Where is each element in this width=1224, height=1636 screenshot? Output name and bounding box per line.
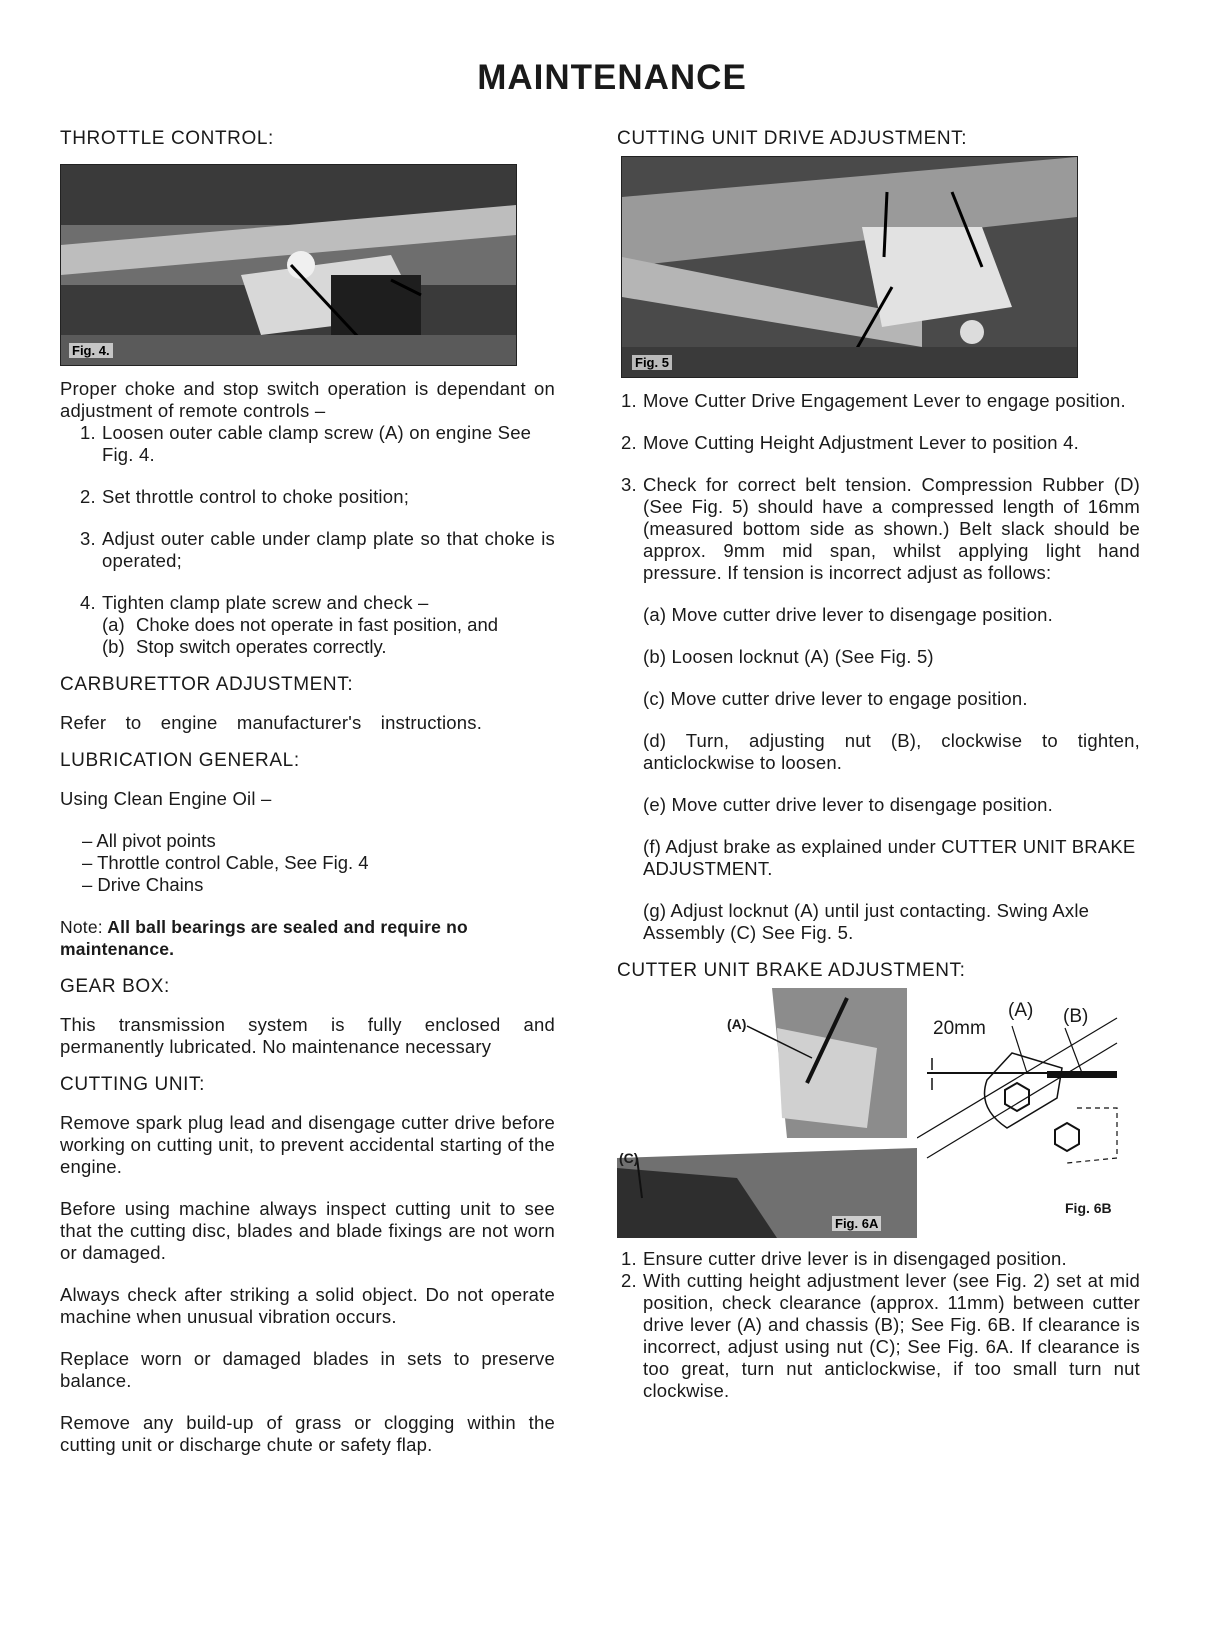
fig-4-label: Fig. 4. (69, 343, 113, 358)
cutting-para-5: Remove any build-up of grass or clogging within the cutting unit or discharge chute or safety flap. (60, 1412, 555, 1455)
brake-steps (617, 1248, 1140, 1402)
fig-6a-label: Fig. 6A (832, 1216, 881, 1231)
throttle-intro: Proper choke and stop switch operation is dependant on adjustment of remote controls – (60, 378, 555, 421)
throttle-step-2: 2. Set throttle control to choke position; (80, 486, 410, 507)
brake-step-2: 2. With cutting height adjustment lever (see Fig. 2) set at mid position, check clearance (approx. 11mm) between cutter drive lever (A) and chassis (B); See Fig. 6B. If clearance is incorrect, adjust using nut (C); See Fig. 6A. If clearance is too great, turn nut anticlockwise, if too small turn nut clockwise. (621, 1270, 1140, 1401)
drive-sub-e: (e) Move cutter drive lever to disengage position. (643, 794, 1054, 815)
fig-5-image (622, 157, 1077, 377)
fig-6a-label-c: (C) (619, 1150, 639, 1166)
right-column (617, 128, 1140, 1402)
fig-5-label: Fig. 5 (632, 355, 672, 370)
drive-sub-g: (g) Adjust locknut (A) until just contacting. Swing Axle Assembly (C) See Fig. 5. (643, 900, 1090, 943)
throttle-heading: THROTTLE CONTROL: (60, 128, 274, 149)
brake-step-1: 1. Ensure cutter drive lever is in disengaged position. (621, 1248, 1067, 1269)
carb-text: Refer to engine manufacturer's instructions. (60, 712, 483, 733)
throttle-sub-b: (b) Stop switch operates correctly. (102, 636, 387, 657)
brake-heading: CUTTER UNIT BRAKE ADJUSTMENT: (617, 960, 966, 981)
throttle-step-1: 1. Loosen outer cable clamp screw (A) on engine See Fig. 4. (80, 422, 532, 465)
fig-5-photo (621, 156, 1078, 378)
throttle-step-4: 4. Tighten clamp plate screw and check – (80, 592, 429, 613)
fig-6b-label-a: (A) (1008, 1000, 1034, 1021)
page-title: MAINTENANCE (477, 58, 747, 97)
cutting-para-1: Remove spark plug lead and disengage cutter drive before working on cutting unit, to prevent accidental starting of the engine. (60, 1112, 555, 1177)
drive-steps (617, 390, 1140, 584)
fig-6b-label-b: (B) (1063, 1006, 1089, 1027)
lube-item-1: – All pivot points (82, 830, 216, 851)
drive-step-3: 3. Check for correct belt tension. Compression Rubber (D) (See Fig. 5) should have a compressed length of 16mm (measured bottom side as shown.) Belt slack should be approx. 9mm mid span, whilst applying light hand pressure. If tension is incorrect adjust as follows: (621, 474, 1140, 583)
lube-heading: LUBRICATION GENERAL: (60, 750, 300, 771)
throttle-steps (60, 422, 555, 614)
lube-item-2: – Throttle control Cable, See Fig. 4 (82, 852, 369, 873)
drive-sub-b: (b) Loosen locknut (A) (See Fig. 5) (643, 646, 934, 667)
drive-sub-a: (a) Move cutter drive lever to disengage position. (643, 604, 1054, 625)
gearbox-heading: GEAR BOX: (60, 976, 170, 997)
fig-6a-label-a: (A) (727, 1016, 747, 1032)
fig-6b-label-20mm: 20mm (933, 1018, 986, 1039)
drive-step-1: 1. Move Cutter Drive Engagement Lever to engage position. (621, 390, 1126, 411)
fig-4-image (61, 165, 516, 365)
drive-heading: CUTTING UNIT DRIVE ADJUSTMENT: (617, 128, 968, 149)
gearbox-text: This transmission system is fully enclosed and permanently lubricated. No maintenance necessary (60, 1014, 555, 1057)
drive-step-2: 2. Move Cutting Height Adjustment Lever to position 4. (621, 432, 1079, 453)
cutting-para-3: Always check after striking a solid object. Do not operate machine when unusual vibration occurs. (60, 1284, 555, 1327)
cutting-para-4: Replace worn or damaged blades in sets to preserve balance. (60, 1348, 555, 1391)
fig-4-photo (60, 164, 517, 366)
carb-heading: CARBURETTOR ADJUSTMENT: (60, 674, 354, 695)
fig-6b-label: Fig. 6B (1065, 1200, 1112, 1216)
drive-sub-c: (c) Move cutter drive lever to engage position. (643, 688, 1028, 709)
cutting-para-2: Before using machine always inspect cutting unit to see that the cutting disc, blades and blade fixings are not worn or damaged. (60, 1198, 555, 1263)
throttle-step-3: 3. Adjust outer cable under clamp plate so that choke is operated; (80, 528, 555, 571)
drive-sub-d: (d) Turn, adjusting nut (B), clockwise to tighten, anticlockwise to loosen. (643, 730, 1140, 773)
brake-figures (617, 988, 1132, 1238)
fig-6a-image (617, 988, 917, 1238)
lube-note: Note: All ball bearings are sealed and require no maintenance. (60, 917, 468, 959)
cutting-heading: CUTTING UNIT: (60, 1074, 206, 1095)
left-column (60, 128, 555, 1456)
lube-intro: Using Clean Engine Oil – (60, 788, 272, 809)
drive-sub-f: (f) Adjust brake as explained under CUTTER UNIT BRAKE ADJUSTMENT. (643, 836, 1136, 879)
lube-item-3: – Drive Chains (82, 874, 204, 895)
throttle-sub-a: (a) Choke does not operate in fast position, and (102, 614, 499, 635)
